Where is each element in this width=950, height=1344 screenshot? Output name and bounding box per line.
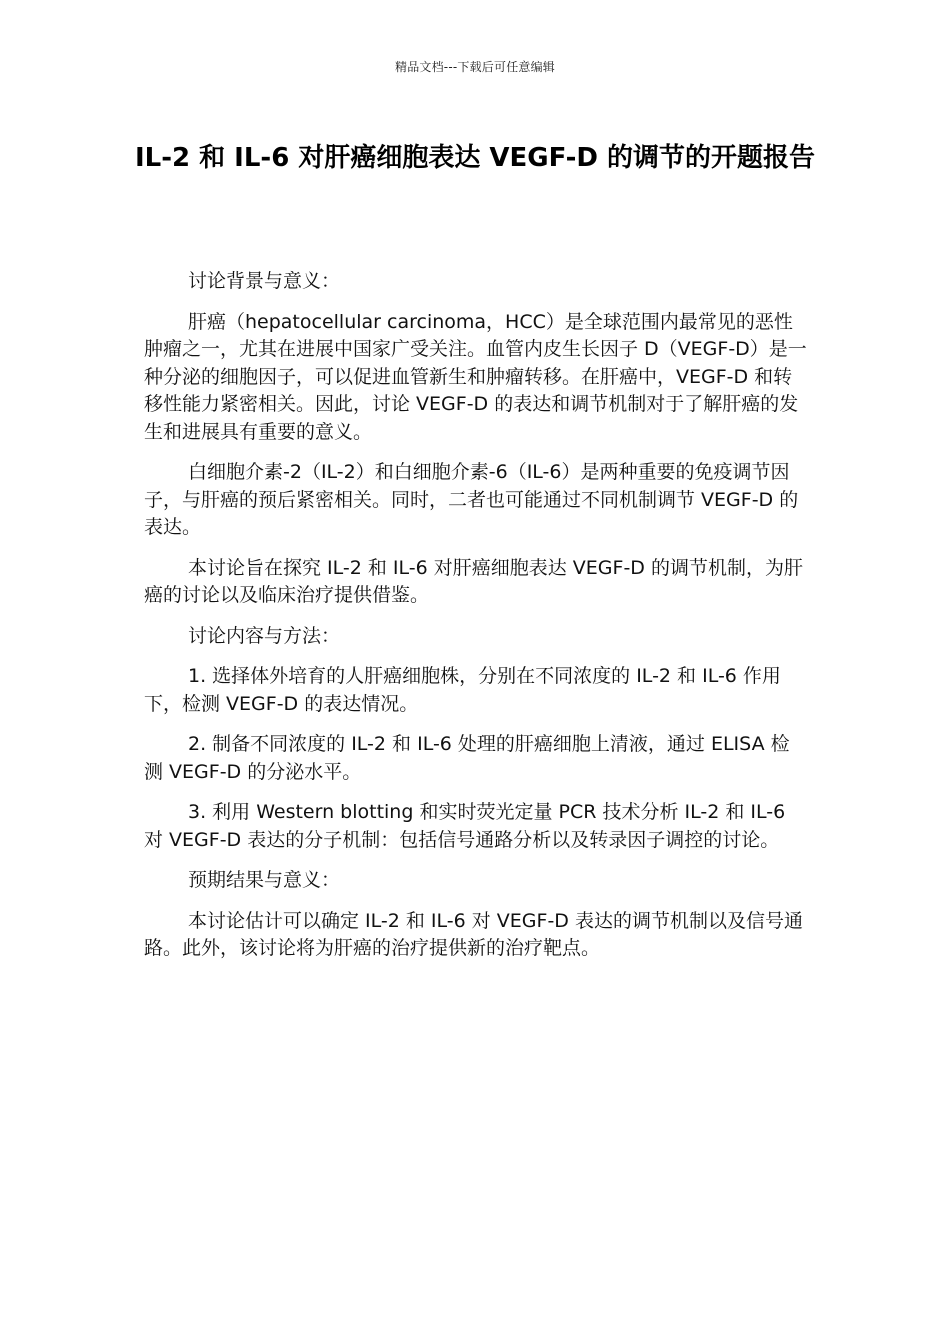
section-heading-methods: 讨论内容与方法： xyxy=(188,624,341,647)
section-heading-expected: 预期结果与意义： xyxy=(188,869,341,891)
page-header: 精品文档---下载后可任意编辑 xyxy=(395,60,555,74)
paragraph-aim: 本讨论旨在探究 IL-2 和 IL-6 对肝癌细胞表达 VEGF-D 的调节机制，为肝癌的讨论以及临床治疗提供借鉴。 xyxy=(144,556,803,606)
method-item-2: 2. 制备不同浓度的 IL-2 和 IL-6 处理的肝癌细胞上清液，通过 ELISA 检测 VEGF-D 的分泌水平。 xyxy=(144,733,790,783)
paragraph-hcc-vegfd: 肝癌（hepatocellular carcinoma，HCC）是全球范围内最常见的恶性肿瘤之一，尤其在进展中国家广受关注。血管内皮生长因子 D（VEGF-D）是一种分泌的细胞因子，可以促进血管新生和肿瘤转移。在肝癌中，VEGF-D 和转移性能力紧密相关。因此，讨论 VEGF-D 的表达和调节机制对于了解肝癌的发生和进展具有重要的意义。 xyxy=(144,310,807,443)
method-item-3: 3. 利用 Western blotting 和实时荧光定量 PCR 技术分析 IL-2 和 IL-6 对 VEGF-D 表达的分子机制：包括信号通路分析以及转录因子调控的讨论。 xyxy=(144,801,786,851)
document-body xyxy=(144,268,808,976)
paragraph-interleukins: 白细胞介素-2（IL-2）和白细胞介素-6（IL-6）是两种重要的免疫调节因子，与肝癌的预后紧密相关。同时，二者也可能通过不同机制调节 VEGF-D 的表达。 xyxy=(144,461,799,538)
section-heading-background: 讨论背景与意义： xyxy=(188,270,341,292)
document-title: IL-2 和 IL-6 对肝癌细胞表达 VEGF-D 的调节的开题报告 xyxy=(134,143,816,173)
paragraph-expected-results: 本讨论估计可以确定 IL-2 和 IL-6 对 VEGF-D 表达的调节机制以及信号通路。此外，该讨论将为肝癌的治疗提供新的治疗靶点。 xyxy=(144,909,803,959)
method-item-1: 1. 选择体外培育的人肝癌细胞株，分别在不同浓度的 IL-2 和 IL-6 作用下，检测 VEGF-D 的表达情况。 xyxy=(144,665,781,715)
